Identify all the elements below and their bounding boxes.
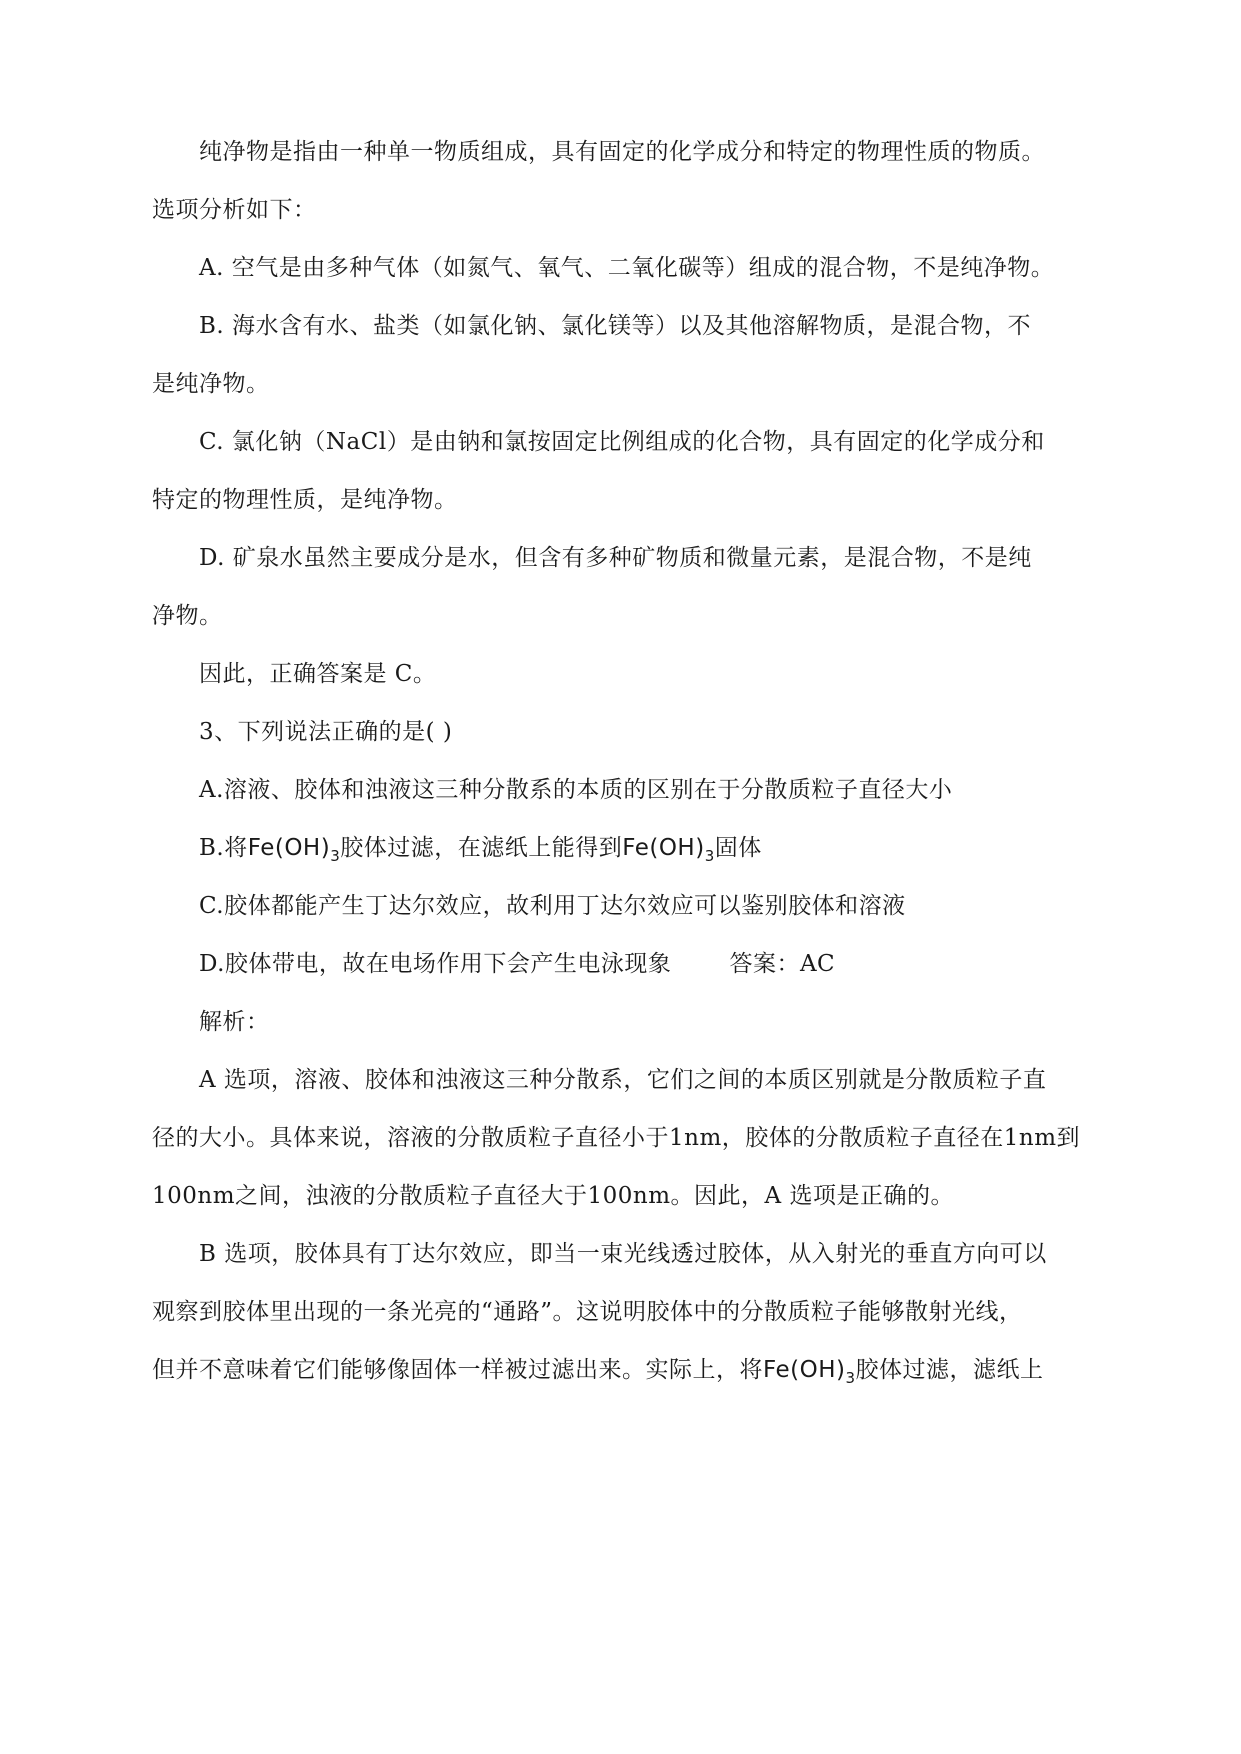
analysis-b-text-cont: 但并不意味着它们能够像固体一样被过滤出来。实际上，将$Fe(OH)_3$胶体过滤，滤纸上 [152,1357,1044,1387]
chemical-formula: $Fe(OH)_3$ [247,835,341,865]
question-3-option-d [199,949,835,979]
analysis-b-text-cont: 观察到胶体里出现的一条光亮的“通路”。这说明胶体中的分散质粒子能够散射光线， [152,1299,1023,1325]
option-d-text: D. 矿泉水虽然主要成分是水，但含有多种矿物质和微量元素，是混合物，不是纯 [199,545,1032,571]
analysis-a-text-cont: 100nm之间，浊液的分散质粒子直径大于100nm。因此，A 选项是正确的。 [152,1183,954,1209]
conclusion-text: 因此，正确答案是 C。 [199,661,437,687]
option-c-text: C. 氯化钠（NaCl）是由钠和氯按固定比例组成的化合物，具有固定的化学成分和 [199,429,1045,455]
question-3-option-c: C.胶体都能产生丁达尔效应，故利用丁达尔效应可以鉴别胶体和溶液 [199,893,906,919]
option-b-text-cont: 是纯净物。 [152,371,270,397]
question-3-option-a: A.溶液、胶体和浊液这三种分散系的本质的区别在于分散质粒子直径大小 [199,777,953,803]
option-d-text-cont: 净物。 [152,603,223,629]
question-3-option-b [199,833,762,865]
analysis-a-text: A 选项，溶液、胶体和浊液这三种分散系，它们之间的本质区别就是分散质粒子直 [199,1067,1047,1093]
chemical-formula: $Fe(OH)_3$ [622,835,715,865]
option-b-suffix: 固体 [714,835,762,861]
chemical-formula: $Fe(OH)_3$ [763,1357,856,1387]
option-a-text: A. 空气是由多种气体（如氮气、氧气、二氧化碳等）组成的混合物，不是纯净物。 [199,255,1055,281]
paragraph-line: 纯净物是指由一种单一物质组成，具有固定的化学成分和特定的物理性质的物质。 [199,139,1045,165]
option-b-text: B. 海水含有水、盐类（如氯化钠、氯化镁等）以及其他溶解物质，是混合物，不 [199,313,1032,339]
option-b-middle: 胶体过滤，在滤纸上能得到 [340,835,623,861]
analysis-a-text-cont: 径的大小。具体来说，溶液的分散质粒子直径小于1nm，胶体的分散质粒子直径在1nm到 [152,1125,1081,1151]
question-3-title: 3、下列说法正确的是( ) [199,719,453,745]
paragraph-line: 选项分析如下： [152,197,317,223]
option-c-text-cont: 特定的物理性质，是纯净物。 [152,487,458,513]
analysis-label: 解析： [199,1009,270,1035]
option-b-prefix: B.将 [199,835,248,861]
option-d-text: D.胶体带电，故在电场作用下会产生电泳现象 [199,951,672,977]
analysis-b-text: B 选项，胶体具有丁达尔效应，即当一束光线透过胶体，从入射光的垂直方向可以 [199,1241,1047,1267]
answer-text: 答案：AC [729,951,836,977]
